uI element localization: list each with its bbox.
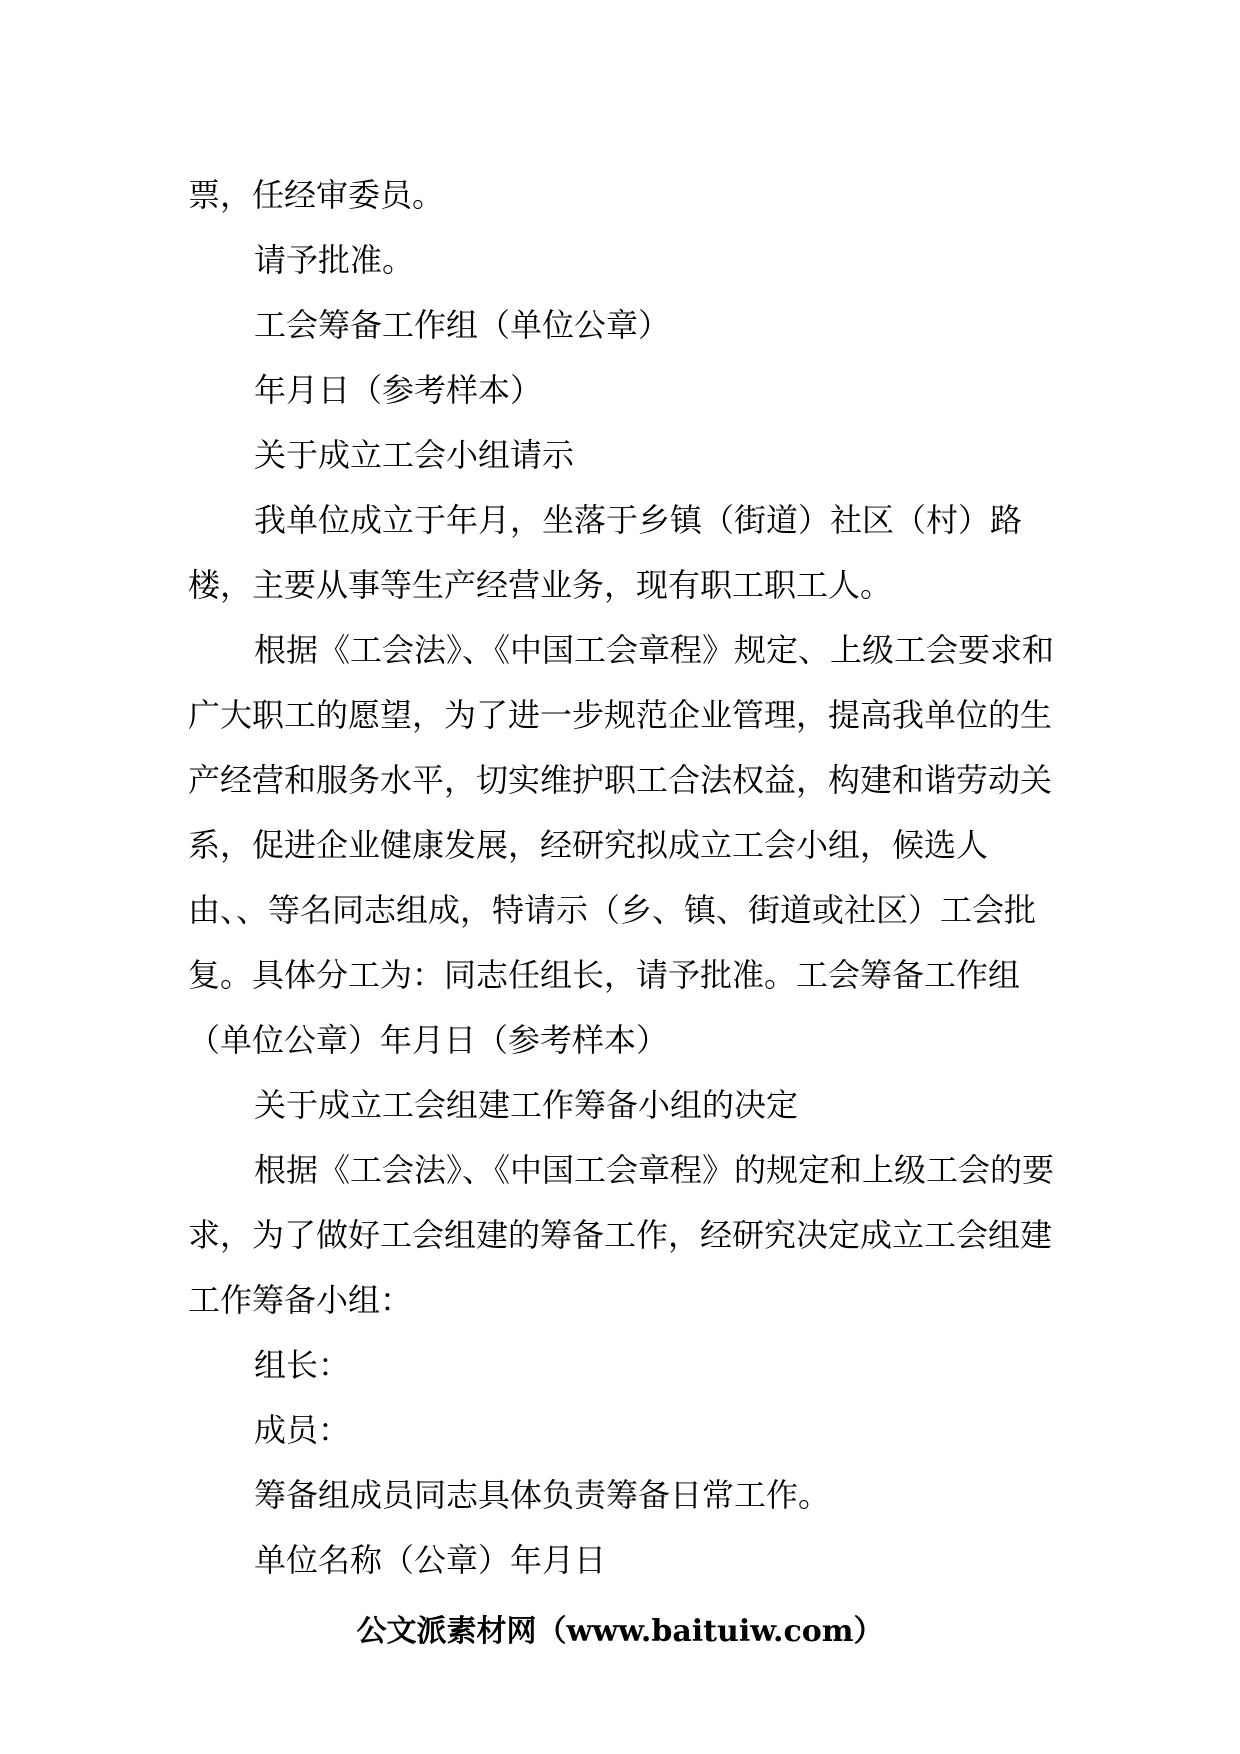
document-body: [188, 163, 1058, 1593]
paragraph-unit-intro: 我单位成立于年月，坐落于乡镇（街道）社区（村）路楼，主要从事等生产经营业务，现有职工职工人。: [188, 501, 1023, 604]
paragraph-legal-basis: 根据《工会法》、《中国工会章程》规定、上级工会要求和广大职工的愿望，为了进一步规范企业管理，提高我单位的生产经营和服务水平，切实维护职工合法权益，构建和谐劳动关系，促进企业健康发展，经研究拟成立工会小组，候选人由、、等名同志组成，特请示（乡、镇、街道或社区）工会批复。具体分工为：同志任组长，请予批准。工会筹备工作组（单位公章）年月日（参考样本）: [188, 631, 1055, 1059]
paragraph-date-sample: 年月日（参考样本）: [254, 371, 543, 409]
section-title-preparation-group-decision: 关于成立工会组建工作筹备小组的决定: [254, 1086, 799, 1124]
section-title-union-group-request: 关于成立工会小组请示: [254, 436, 575, 474]
paragraph-members: 成员：: [254, 1411, 351, 1449]
paragraph-signature-group: 工会筹备工作组（单位公章）: [254, 306, 671, 344]
paragraph-decision-basis: 根据《工会法》、《中国工会章程》的规定和上级工会的要求，为了做好工会组建的筹备工作，经研究决定成立工会组建工作筹备小组：: [188, 1151, 1055, 1319]
paragraph-unit-name-date: 单位名称（公章）年月日: [254, 1541, 607, 1579]
paragraph-responsibility: 筹备组成员同志具体负责筹备日常工作。: [254, 1476, 831, 1514]
paragraph-continuation: 票，任经审委员。: [188, 176, 445, 214]
paragraph-request-approval: 请予批准。: [254, 241, 415, 279]
footer-watermark: 公文派素材网（www.baituiw.com）: [356, 1614, 884, 1649]
paragraph-group-leader: 组长：: [254, 1346, 351, 1384]
